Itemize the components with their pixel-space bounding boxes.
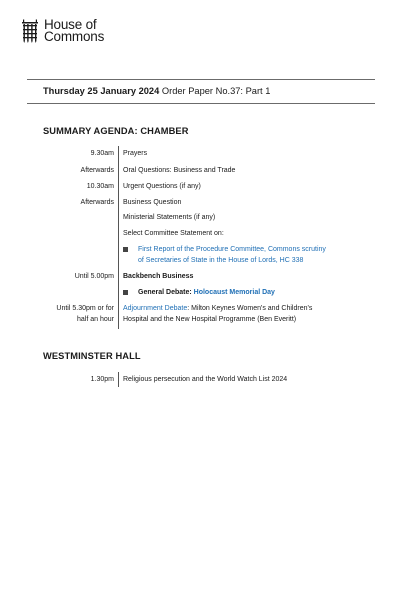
agenda-time-line1: Until 5.30pm or for (56, 305, 114, 312)
agenda-time: Afterwards (80, 199, 114, 206)
agenda-time-line2: half an hour (77, 316, 114, 323)
logo-line2: Commons (44, 29, 105, 44)
ministerial-statements-link[interactable]: Ministerial Statements (if any) (123, 214, 216, 221)
agenda-item: Select Committee Statement on: (123, 230, 224, 237)
business-question-link[interactable]: Business Question (123, 199, 182, 206)
chamber-timeline-line (118, 146, 119, 329)
portcullis-icon (20, 19, 40, 43)
bottom-divider (27, 103, 375, 104)
logo-wordmark (44, 19, 104, 43)
agenda-time (4, 303, 114, 325)
logo-line1: House of (44, 17, 97, 32)
procedure-committee-report-link[interactable] (138, 244, 348, 266)
urgent-questions-link[interactable]: Urgent Questions (if any) (123, 183, 201, 190)
general-debate-text (138, 287, 348, 298)
report-line1: First Report of the Procedure Committee, Commons scrutiny (138, 246, 326, 253)
order-date: Thursday 25 January 2024 (43, 86, 160, 96)
order-paper-number: Order Paper No.37: Part 1 (159, 86, 271, 96)
general-debate-prefix: General Debate: (138, 289, 194, 296)
adjournment-debate-title: : Milton Keynes Women's and Children's (187, 305, 313, 312)
agenda-time: 10.30am (86, 183, 114, 190)
agenda-time: 9.30am (90, 150, 114, 157)
chamber-section-title: SUMMARY AGENDA: CHAMBER (43, 126, 189, 136)
square-bullet-icon (123, 247, 128, 252)
agenda-time: Afterwards (80, 167, 114, 174)
oral-questions-link[interactable]: Oral Questions: Business and Trade (123, 167, 236, 174)
house-of-commons-logo (20, 19, 104, 43)
adjournment-debate-title-line2: Hospital and the New Hospital Programme (Ben Everitt) (123, 316, 297, 323)
holocaust-memorial-day-link[interactable]: Holocaust Memorial Day (193, 289, 275, 296)
square-bullet-icon (123, 290, 128, 295)
agenda-item: Prayers (123, 150, 148, 157)
agenda-time: Until 5.00pm (74, 273, 114, 280)
adjournment-debate-link[interactable]: Adjournment Debate (123, 305, 188, 312)
agenda-time: 1.30pm (90, 376, 114, 383)
top-divider (27, 79, 375, 80)
agenda-item: Backbench Business (123, 273, 194, 280)
order-paper-title (43, 86, 270, 96)
agenda-item: Religious persecution and the World Watch List 2024 (123, 376, 288, 383)
report-line2: of Secretaries of State in the House of Lords, HC 338 (138, 257, 304, 264)
westminster-timeline-line (118, 372, 119, 387)
westminster-hall-section-title: WESTMINSTER HALL (43, 351, 141, 361)
adjournment-debate-item (123, 303, 348, 325)
